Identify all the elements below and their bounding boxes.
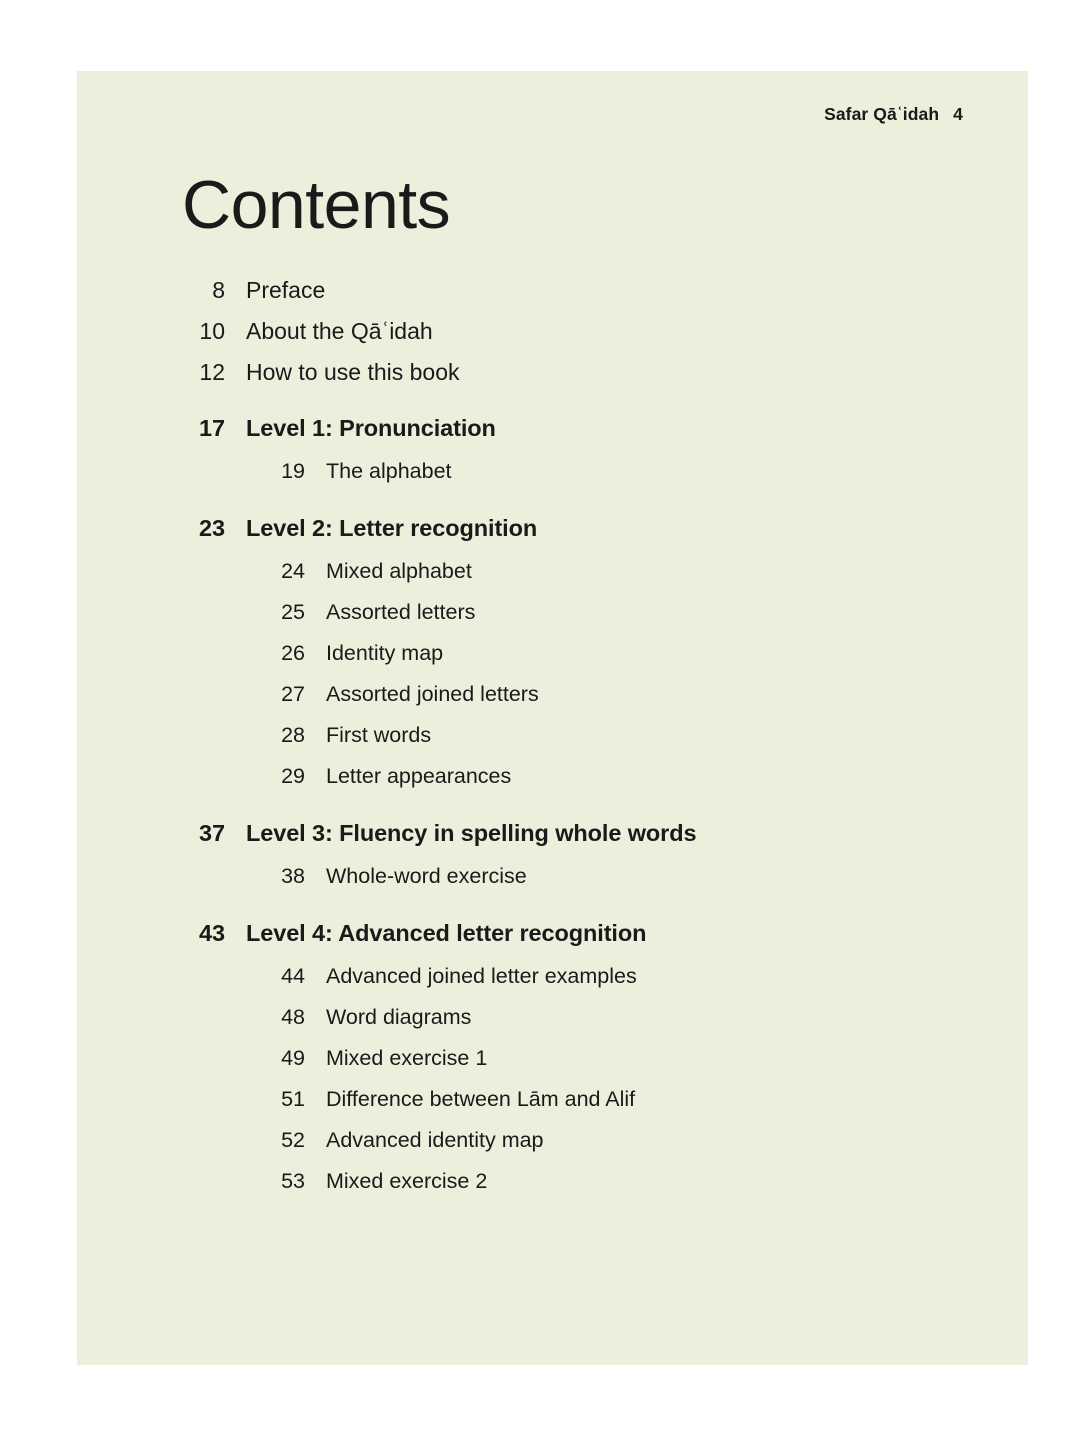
toc-entry-page-number: 43 xyxy=(199,920,225,946)
toc-entry-page-number: 52 xyxy=(281,1128,305,1152)
toc-entry-page-number: 28 xyxy=(281,723,305,747)
toc-entry-page-number: 44 xyxy=(281,964,305,988)
toc-entry-label: Level 4: Advanced letter recognition xyxy=(246,920,647,946)
toc-entry-label: Mixed exercise 2 xyxy=(326,1169,488,1193)
toc-entry[interactable] xyxy=(77,1005,1028,1046)
toc-entry-page-number: 53 xyxy=(281,1169,305,1193)
toc-entry[interactable] xyxy=(77,1169,1028,1210)
toc-entry-label: Advanced identity map xyxy=(326,1128,544,1152)
page-title: Contents xyxy=(182,167,451,243)
toc-entry-label: Letter appearances xyxy=(326,764,512,788)
toc-entry[interactable] xyxy=(77,1128,1028,1169)
toc-entry-label: Whole-word exercise xyxy=(326,864,527,888)
toc-entry-label: Difference between Lām and Alif xyxy=(326,1087,636,1111)
toc-entry-page-number: 17 xyxy=(199,415,225,441)
toc-entry[interactable] xyxy=(77,1087,1028,1128)
toc-entry-label: Mixed alphabet xyxy=(326,559,472,583)
toc-entry[interactable] xyxy=(77,359,1028,400)
toc-entry[interactable] xyxy=(77,1046,1028,1087)
toc-entry-page-number: 19 xyxy=(281,459,305,483)
toc-entry[interactable] xyxy=(77,459,1028,500)
toc-entry-page-number: 27 xyxy=(281,682,305,706)
toc-entry-page-number: 12 xyxy=(199,359,225,385)
running-header xyxy=(824,104,963,125)
toc-entry-label: Level 2: Letter recognition xyxy=(246,515,538,541)
toc-entry-label: Mixed exercise 1 xyxy=(326,1046,488,1070)
toc-entry-label: Level 3: Fluency in spelling whole words xyxy=(246,820,697,846)
running-header-page-number: 4 xyxy=(953,104,963,124)
toc-entry-page-number: 8 xyxy=(212,277,225,303)
toc-entry[interactable] xyxy=(77,723,1028,764)
toc-entry[interactable] xyxy=(77,318,1028,359)
toc-entry-label: First words xyxy=(326,723,432,747)
toc-entry[interactable] xyxy=(77,600,1028,641)
running-header-book-title: Safar Qāʿidah xyxy=(824,104,940,124)
toc-level-heading[interactable] xyxy=(77,515,1028,559)
toc-level-heading[interactable] xyxy=(77,415,1028,459)
toc-level-heading[interactable] xyxy=(77,820,1028,864)
toc-level-heading[interactable] xyxy=(77,920,1028,964)
toc-entry-label: Assorted joined letters xyxy=(326,682,539,706)
toc-entry-page-number: 24 xyxy=(281,559,305,583)
toc-entry[interactable] xyxy=(77,864,1028,905)
toc-entry-label: Word diagrams xyxy=(326,1005,472,1029)
toc-entry-label: Identity map xyxy=(326,641,444,665)
toc-entry-label: How to use this book xyxy=(246,359,460,385)
toc-entry-page-number: 25 xyxy=(281,600,305,624)
toc-entry-page-number: 37 xyxy=(199,820,225,846)
toc-entry[interactable] xyxy=(77,559,1028,600)
toc-entry-label: Preface xyxy=(246,277,326,303)
toc-entry[interactable] xyxy=(77,682,1028,723)
toc-entry-page-number: 51 xyxy=(281,1087,305,1111)
toc-entry[interactable] xyxy=(77,964,1028,1005)
toc-entry[interactable] xyxy=(77,641,1028,682)
toc-entry[interactable] xyxy=(77,277,1028,318)
toc-entry-page-number: 26 xyxy=(281,641,305,665)
book-page xyxy=(77,71,1028,1365)
toc-entry-label: The alphabet xyxy=(326,459,452,483)
toc-entry[interactable] xyxy=(77,764,1028,805)
toc-entry-page-number: 48 xyxy=(281,1005,305,1029)
toc-entry-page-number: 29 xyxy=(281,764,305,788)
table-of-contents xyxy=(77,277,1028,1210)
toc-entry-page-number: 38 xyxy=(281,864,305,888)
toc-entry-page-number: 10 xyxy=(199,318,225,344)
toc-entry-label: Assorted letters xyxy=(326,600,476,624)
toc-entry-page-number: 23 xyxy=(199,515,225,541)
toc-entry-label: About the Qāʿidah xyxy=(246,318,433,344)
toc-entry-page-number: 49 xyxy=(281,1046,305,1070)
toc-entry-label: Level 1: Pronunciation xyxy=(246,415,496,441)
toc-entry-label: Advanced joined letter examples xyxy=(326,964,637,988)
